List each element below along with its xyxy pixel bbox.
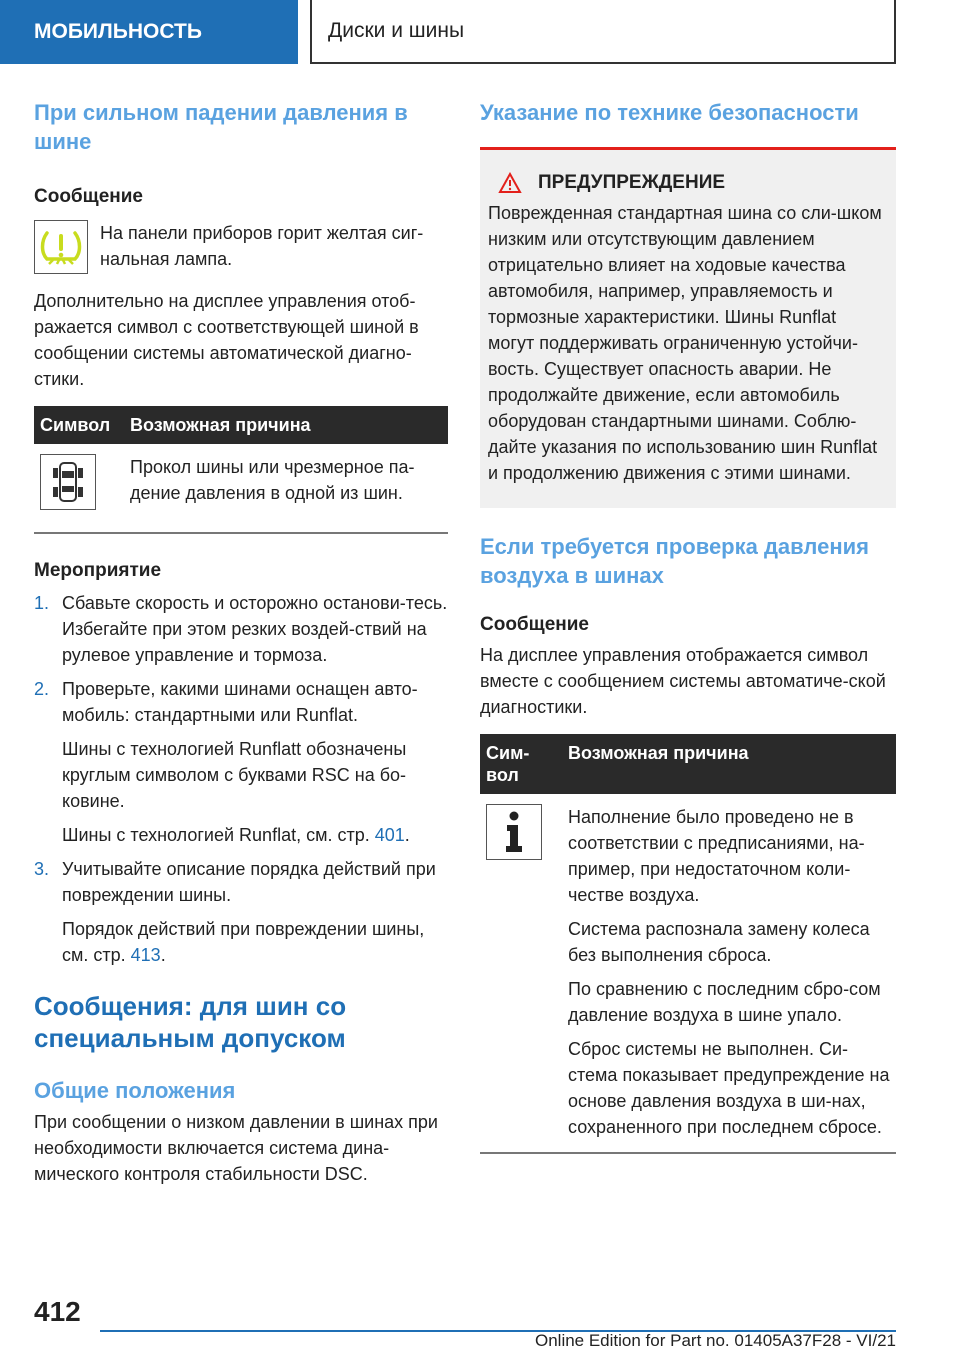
table-cause: Прокол шины или чрезмерное па‐дение давления в одной из шин. [130,457,415,503]
measures-label: Мероприятие [34,560,162,581]
special-heading: Сообщения: для шин со специальным допуском [34,991,347,1053]
table-cause: По сравнению с последним сбро‐сом давление воздуха в шине упало. [568,979,881,1025]
warning-text: Поврежденная стандартная шина со сли‐шком низким или отсутствующим давлением отрицательно влияет на ходовые качества автомобиля, например, управляемость и тормозные характеристики. Шины Runflat могут поддерживать ограниченную устойчи‐вость. Существует опасность аварии. Не продолжайте движение, если автомобиль оборудован стандартными шинами. Соблю‐дайте указания по использованию шин Runflat и продолжению движения с этими шинами. [488,203,882,483]
list-item: 1. Сбавьте скорость и осторожно останови‐тесь. Избегайте при этом резких воздей‐ствий на рулевое управление и тормоза. [34,593,448,665]
table-header-symbol: Сим‐вол [480,734,562,794]
display-text: Дополнительно на дисплее управления отоб‐ражается символ с соответствующей шиной в сообщении системы автоматической диагно‐стики. [34,291,419,389]
divider [480,1152,896,1154]
list-item: 2. Проверьте, какими шинами оснащен авто‐мобиль: стандартными или Runflat. Шины с технологией Runflatt обозначены круглым символом с буквами RSC на бо‐ковине. Шины с технологией Runflat, см. стр. 401. [34,679,418,845]
info-icon [486,804,542,860]
table-cause: Система распознала замену колеса без выполнения сброса. [568,919,870,965]
message-label: Сообщение [34,186,143,207]
right-column [480,98,896,1154]
warning-triangle-icon [498,172,522,194]
general-heading: Общие положения [34,1078,236,1103]
page-link[interactable]: 401 [374,825,405,845]
steps-list [34,590,448,968]
chapter-title: Диски и шины [310,0,896,64]
message-text: На дисплее управления отображается символ вместе с сообщением системы автоматиче‐ской диагностики. [480,645,886,717]
table-header-cause: Возможная причина [124,406,448,444]
safety-heading: Указание по технике безопасности [480,100,859,125]
warning-box [480,150,896,508]
table-header-cause: Возможная причина [562,734,896,794]
section-tab: МОБИЛЬНОСТЬ [0,0,298,64]
warning-title: ПРЕДУПРЕЖДЕНИЕ [538,172,726,193]
page-number: 412 [34,1296,81,1327]
left-column [34,98,448,1187]
message-row [34,220,448,274]
symbol-table [480,734,896,1140]
list-item: 3. Учитывайте описание порядка действий при повреждении шины. Порядок действий при повреждении шины, см. стр. 413. [34,859,436,965]
table-cause: Наполнение было проведено не в соответствии с предписаниями, на‐пример, при недостаточном коли‐честве воздуха. [568,807,865,905]
table-row [480,794,896,1140]
message-label: Сообщение [480,614,589,635]
check-heading: Если требуется проверка давления воздуха в шинах [480,534,869,588]
symbol-table [34,406,448,510]
page-header [0,0,960,66]
table-row [34,444,448,510]
edition-footer: Online Edition for Part no. 01405A37F28 - VI/21 [534,1331,896,1350]
tire-pressure-warning-icon [34,220,88,274]
message-text: На панели приборов горит желтая сиг‐нальная лампа. [100,223,424,269]
table-header-symbol: Символ [34,406,124,444]
table-cause: Сброс системы не выполнен. Си‐стема показывает предупреждение на основе давления воздуха в ши‐нах, сохраненного при последнем сбросе. [568,1039,890,1137]
section-heading: При сильном падении давления в шине [34,100,408,154]
car-tires-icon [40,454,96,510]
page-link[interactable]: 413 [130,945,161,965]
general-text: При сообщении о низком давлении в шинах при необходимости включается система дина‐мического контроля стабильности DSC. [34,1112,438,1184]
